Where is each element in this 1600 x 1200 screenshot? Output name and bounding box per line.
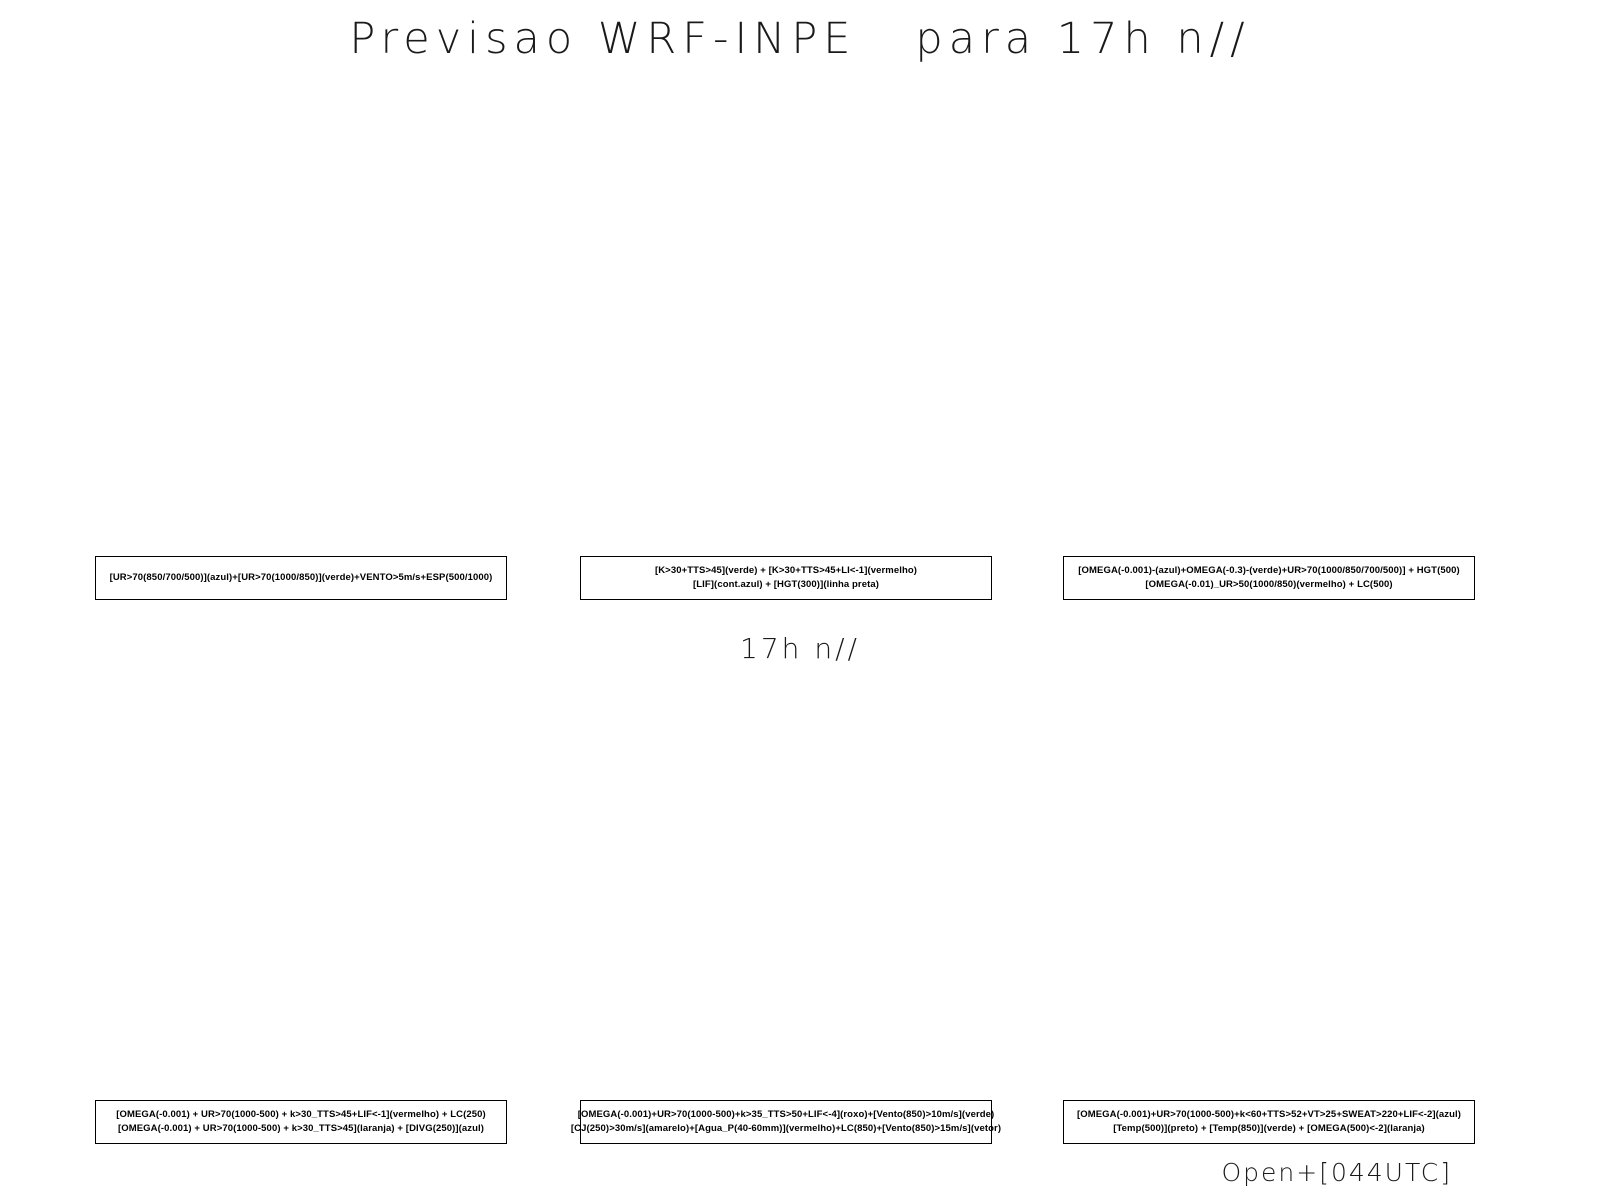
page-title: Previsao WRF-INPE para 17h n// [349, 14, 1251, 64]
legend-line: [Temp(500)](preto) + [Temp(850)](verde) + [OMEGA(500)<-2](laranja) [1113, 1123, 1425, 1134]
legend-line: [OMEGA(-0.01)_UR>50(1000/850)(vermelho) + LC(500) [1145, 579, 1393, 590]
legend-line: [OMEGA(-0.001)+UR>70(1000-500)+k<60+TTS>52+VT>25+SWEAT>220+LIF<-2](azul) [1076, 1109, 1462, 1120]
legend-line: [OMEGA(-0.001) + UR>70(1000-500) + k>30_TTS>45](laranja) + [DIVG(250)](azul) [117, 1123, 485, 1134]
legend-line: [CJ(250)>30m/s](amarelo)+[Agua_P(40-60mm)](vermelho)+LC(850)+[Vento(850)>15m/s](vetor) [570, 1123, 1002, 1134]
bottom-right-label: Open+[044UTC] [1221, 1158, 1452, 1187]
legend-line: [LIF](cont.azul) + [HGT(300)](linha preta) [692, 579, 880, 590]
legend-line: [OMEGA(-0.001) + UR>70(1000-500) + k>30_TTS>45+LIF<-1](vermelho) + LC(250) [116, 1109, 486, 1120]
legend-line: [OMEGA(-0.001)+UR>70(1000-500)+k>35_TTS>50+LIF<-4](roxo)+[Vento(850)>10m/s](verde) [577, 1109, 995, 1120]
legend-box-bottom-right [1063, 1100, 1475, 1144]
legend-line: [K>30+TTS>45](verde) + [K>30+TTS>45+LI<-1](vermelho) [654, 565, 918, 576]
middle-caption: 17h n// [740, 632, 860, 665]
legend-line: [OMEGA(-0.001)-(azul)+OMEGA(-0.3)-(verde)+UR>70(1000/850/700/500)] + HGT(500) [1078, 565, 1460, 576]
legend-box-top-center [580, 556, 992, 600]
legend-box-bottom-left [95, 1100, 507, 1144]
legend-box-top-right [1063, 556, 1475, 600]
legend-box-top-left [95, 556, 507, 600]
legend-line: [UR>70(850/700/500)](azul)+[UR>70(1000/850)](verde)+VENTO>5m/s+ESP(500/1000) [109, 572, 493, 583]
legend-box-bottom-center [570, 1100, 1002, 1144]
